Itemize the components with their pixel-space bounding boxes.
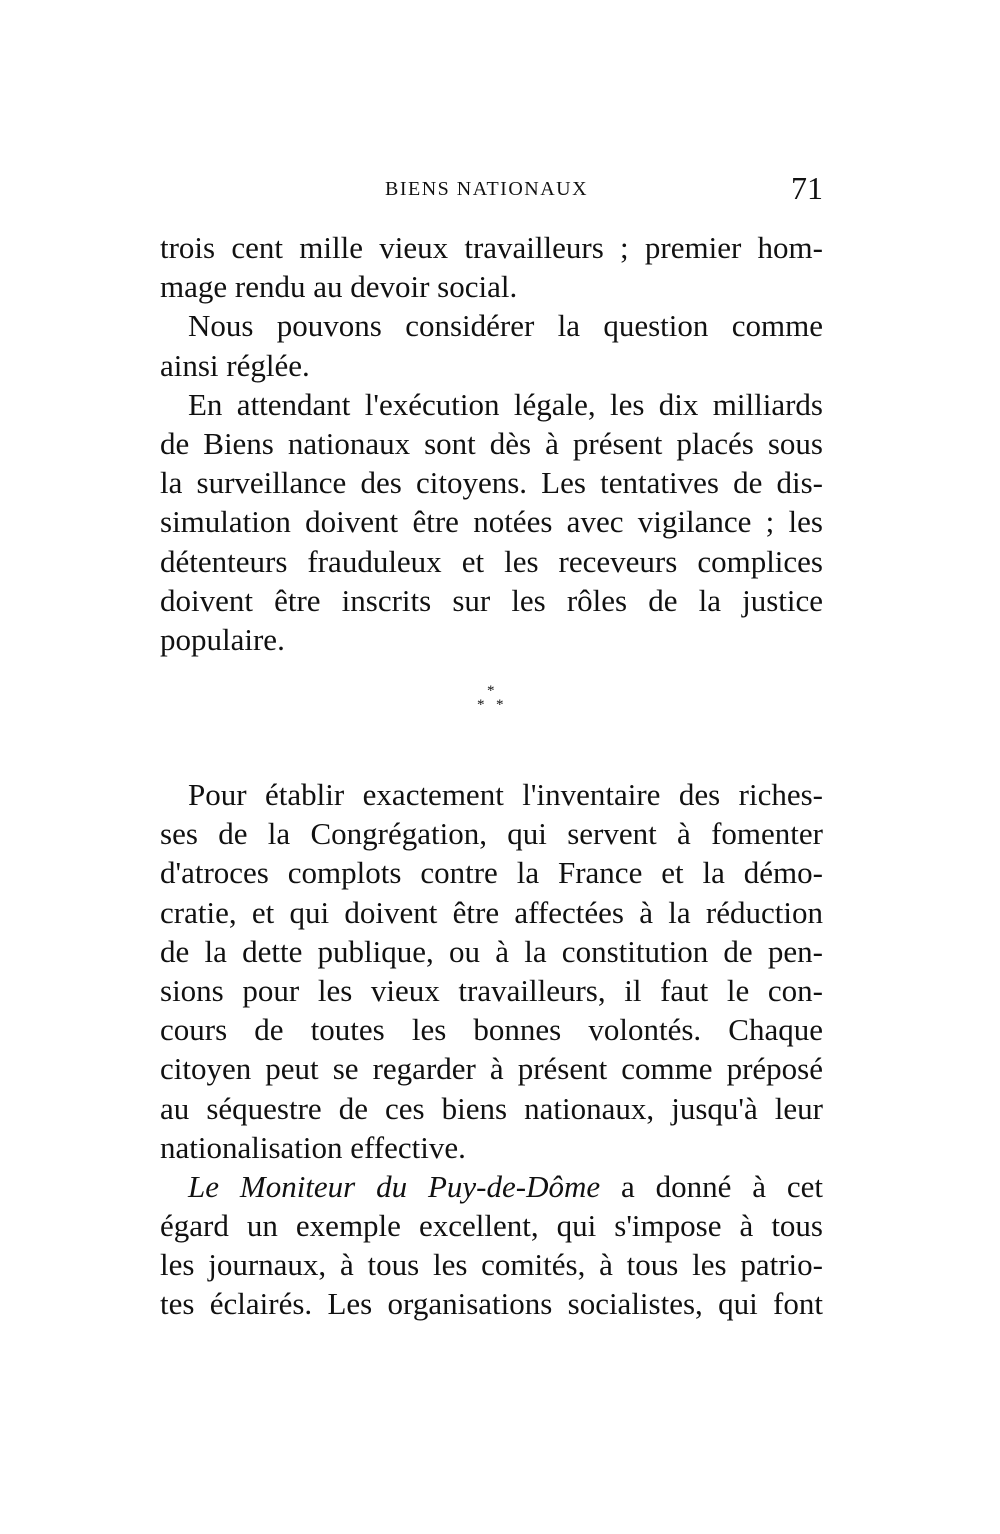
text-line: cratie, et qui doivent être affectées à la réduction [160,894,823,930]
text-line: la surveillance des citoyens. Les tentatives de dis- [160,465,823,501]
text-line: En attendant l'exécution légale, les dix milliards [188,386,823,422]
text-line: cours de toutes les bonnes volontés. Chaque [160,1012,823,1048]
text-line: d'atroces complots contre la France et la démo- [160,855,823,891]
paragraph-block-1 [160,228,823,659]
text-line: de Biens nationaux sont dès à présent placés sous [160,425,823,461]
paragraph-block-2 [160,775,823,1324]
text-line: ses de la Congrégation, qui servent à fomenter [160,816,823,852]
text-line: Pour établir exactement l'inventaire des riches- [188,777,823,812]
text-line: citoyen peut se regarder à présent comme préposé [160,1051,823,1087]
text-line: égard un exemple excellent, qui s'impose à tous [160,1208,823,1244]
text-line: trois cent mille vieux travailleurs ; premier hom- [160,230,823,265]
text-line: ainsi réglée. [160,347,310,383]
journal-title: Le Moniteur du Puy-de-Dôme [188,1168,601,1204]
page-number: 71 [791,170,823,206]
text-line [160,1167,823,1206]
text-line: au séquestre de ces biens nationaux, jusqu'à leur [160,1090,823,1126]
asterism-divider [470,684,520,720]
star-icon: * [487,683,495,699]
text-line: les journaux, à tous les comités, à tous les patrio- [160,1247,823,1283]
text-line: doivent être inscrits sur les rôles de la justice [160,582,823,618]
page-header [160,170,823,210]
text-line: nationalisation effective. [160,1129,466,1165]
text-line: tes éclairés. Les organisations socialistes, qui font [160,1286,823,1322]
text-line: simulation doivent être notées avec vigilance ; les [160,504,823,540]
text-line: sions pour les vieux travailleurs, il faut le con- [160,972,823,1008]
star-icon: * [477,697,485,713]
running-title: BIENS NATIONAUX [385,178,589,200]
text-line: détenteurs frauduleux et les receveurs complices [160,543,823,579]
text-line: de la dette publique, ou à la constitution de pen- [160,933,823,969]
title-continuation: a donné à cet [600,1168,823,1204]
text-line: mage rendu au devoir social. [160,269,518,305]
star-icon: * [496,697,504,713]
text-line: Nous pouvons considérer la question comme [188,308,823,344]
text-line: populaire. [160,621,285,657]
